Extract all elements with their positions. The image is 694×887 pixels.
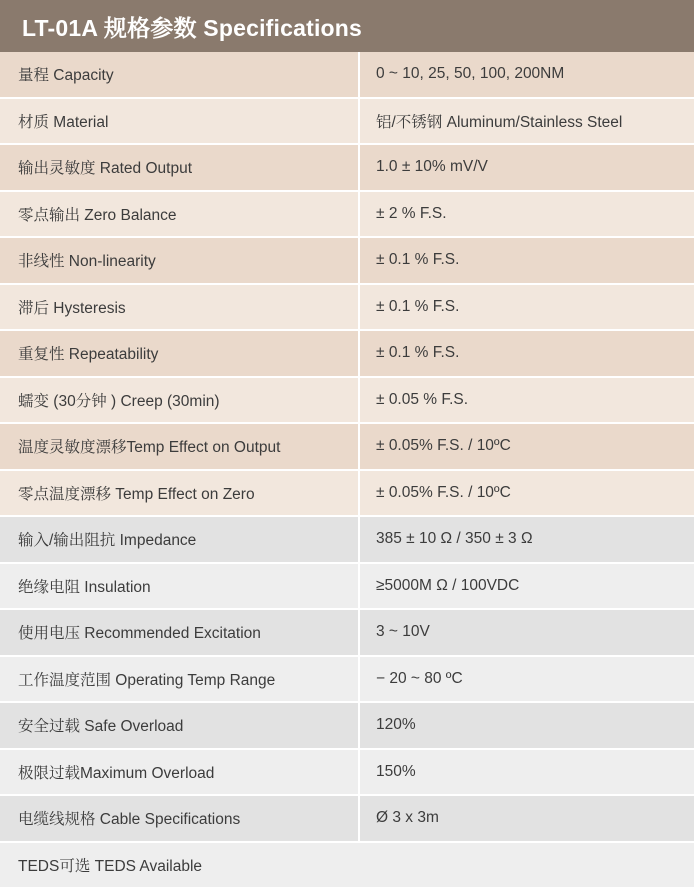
spec-label: 重复性 Repeatability [0, 331, 360, 376]
spec-value: 1.0 ± 10% mV/V [360, 145, 694, 190]
spec-label: 输出灵敏度 Rated Output [0, 145, 360, 190]
spec-value: ± 0.05 % F.S. [360, 378, 694, 423]
table-row [0, 99, 694, 146]
table-row [0, 145, 694, 192]
table-row [0, 52, 694, 99]
spec-value: 385 ± 10 Ω / 350 ± 3 Ω [360, 517, 694, 562]
spec-label: TEDS可选 TEDS Available [0, 843, 694, 887]
table-row [0, 285, 694, 332]
spec-value: ± 0.1 % F.S. [360, 331, 694, 376]
table-row [0, 610, 694, 657]
spec-value: 0 ~ 10, 25, 50, 100, 200NM [360, 52, 694, 97]
spec-label: 输入/输出阻抗 Impedance [0, 517, 360, 562]
spec-value: ≥5000M Ω / 100VDC [360, 564, 694, 609]
spec-label: 滞后 Hysteresis [0, 285, 360, 330]
spec-label: 安全过载 Safe Overload [0, 703, 360, 748]
spec-label: 工作温度范围 Operating Temp Range [0, 657, 360, 702]
table-row [0, 378, 694, 425]
table-row [0, 331, 694, 378]
specifications-table [0, 52, 694, 887]
spec-label: 零点温度漂移 Temp Effect on Zero [0, 471, 360, 516]
spec-label: 材质 Material [0, 99, 360, 144]
spec-value: ± 0.1 % F.S. [360, 238, 694, 283]
table-row [0, 564, 694, 611]
spec-label: 使用电压 Recommended Excitation [0, 610, 360, 655]
table-row [0, 843, 694, 887]
spec-value: 150% [360, 750, 694, 795]
spec-value: − 20 ~ 80 ºC [360, 657, 694, 702]
spec-value: 3 ~ 10V [360, 610, 694, 655]
spec-label: 非线性 Non-linearity [0, 238, 360, 283]
spec-value: 铝/不锈钢 Aluminum/Stainless Steel [360, 99, 694, 144]
spec-label: 绝缘电阻 Insulation [0, 564, 360, 609]
page-title: LT-01A 规格参数 Specifications [22, 14, 363, 41]
spec-header [0, 0, 694, 52]
spec-value: ± 0.05% F.S. / 10ºC [360, 424, 694, 469]
spec-label: 零点输出 Zero Balance [0, 192, 360, 237]
spec-label: 量程 Capacity [0, 52, 360, 97]
spec-label: 蠕变 (30分钟 ) Creep (30min) [0, 378, 360, 423]
spec-value: ± 0.05% F.S. / 10ºC [360, 471, 694, 516]
table-row [0, 750, 694, 797]
table-row [0, 192, 694, 239]
table-row [0, 657, 694, 704]
spec-value: Ø 3 x 3m [360, 796, 694, 841]
spec-label: 温度灵敏度漂移Temp Effect on Output [0, 424, 360, 469]
table-row [0, 796, 694, 843]
table-row [0, 424, 694, 471]
spec-value: ± 0.1 % F.S. [360, 285, 694, 330]
spec-label: 极限过载Maximum Overload [0, 750, 360, 795]
spec-label: 电缆线规格 Cable Specifications [0, 796, 360, 841]
table-row [0, 703, 694, 750]
table-row [0, 517, 694, 564]
spec-value: ± 2 % F.S. [360, 192, 694, 237]
table-row [0, 471, 694, 518]
table-row [0, 238, 694, 285]
spec-value: 120% [360, 703, 694, 748]
